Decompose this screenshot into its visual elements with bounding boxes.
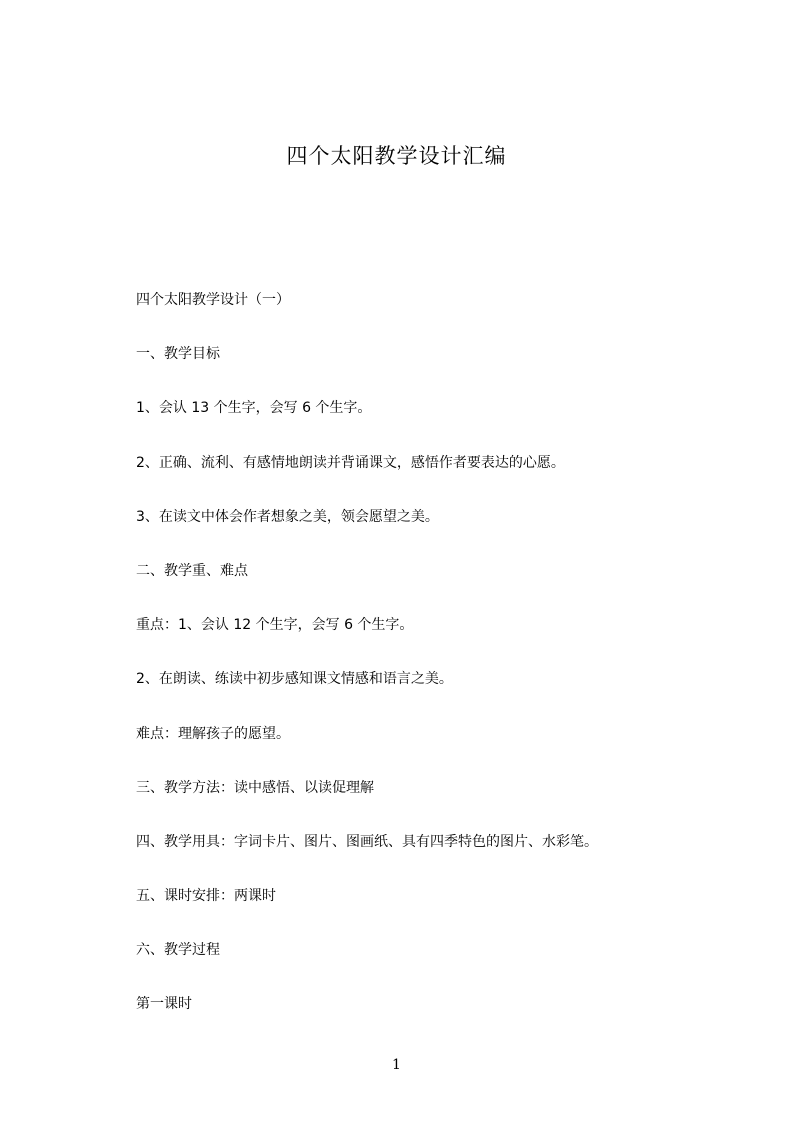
document-title: 四个太阳教学设计汇编 (286, 144, 507, 168)
heading-key-difficult-points: 二、教学重、难点 (136, 562, 248, 579)
page-number: 1 (392, 1057, 401, 1073)
heading-teaching-process: 六、教学过程 (136, 942, 220, 959)
goal-item-2: 2、正确、流利、有感情地朗读并背诵课文，感悟作者要表达的心愿。 (136, 454, 565, 471)
goal-item-3: 3、在读文中体会作者想象之美，领会愿望之美。 (136, 508, 439, 525)
section-heading-design-1: 四个太阳教学设计（一） (136, 292, 290, 308)
goal-item-1: 1、会认 13 个生字，会写 6 个生字。 (136, 400, 372, 417)
key-point-1: 重点：1、会认 12 个生字，会写 6 个生字。 (136, 617, 414, 634)
heading-class-schedule: 五、课时安排：两课时 (136, 888, 276, 905)
subheading-first-lesson: 第一课时 (136, 996, 192, 1013)
heading-teaching-goals: 一、教学目标 (136, 346, 220, 363)
heading-teaching-tools: 四、教学用具：字词卡片、图片、图画纸、具有四季特色的图片、水彩笔。 (136, 833, 598, 850)
key-point-2: 2、在朗读、练读中初步感知课文情感和语言之美。 (136, 671, 453, 688)
heading-teaching-method: 三、教学方法：读中感悟、以读促理解 (136, 779, 374, 796)
document-body (136, 287, 736, 1046)
difficult-point: 难点：理解孩子的愿望。 (136, 725, 290, 742)
